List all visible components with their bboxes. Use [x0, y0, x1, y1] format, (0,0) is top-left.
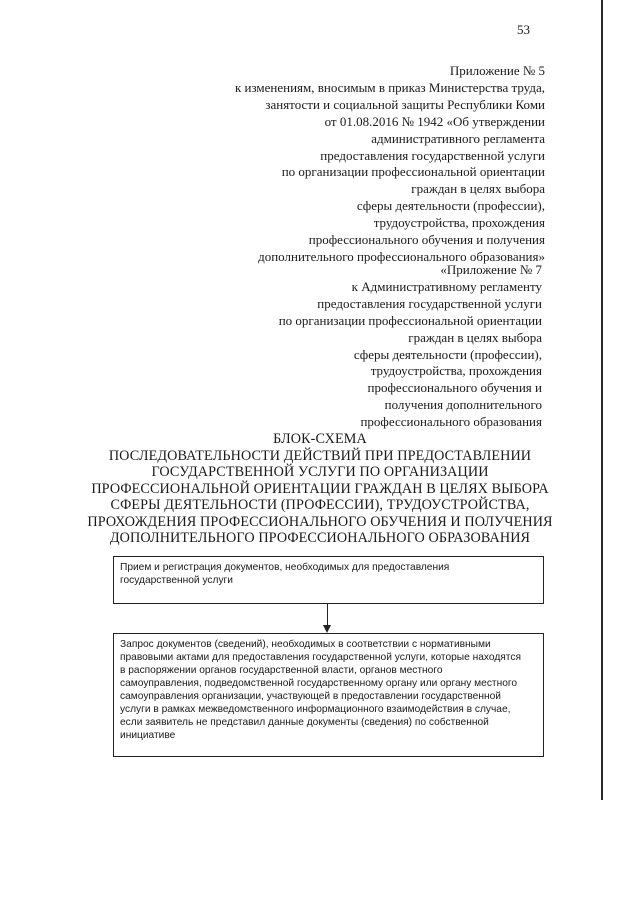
flow-step-2-line: самоуправления организации, участвующей в предоставлении государственной [120, 691, 501, 702]
appendix-5-line: Приложение № 5 [449, 63, 545, 78]
appendix-7-line: трудоустройства, прохождения [370, 363, 542, 379]
heading-line: ДОПОЛНИТЕЛЬНОГО ПРОФЕССИОНАЛЬНОГО ОБРАЗОВАНИЯ [109, 530, 531, 546]
appendix-5-line: трудоустройства, прохождения [373, 215, 545, 231]
flow-arrow-line [327, 604, 328, 626]
appendix-5-line: административного регламента [371, 130, 545, 146]
appendix-5-block [235, 63, 545, 266]
flowchart-heading [80, 431, 560, 547]
appendix-5-line: предоставления государственной услуги [320, 147, 545, 163]
flow-step-2-line: услуги в рамках межведомственного информационного взаимодействия в случае, [120, 704, 511, 715]
appendix-7-line: «Приложение № 7 [440, 262, 542, 277]
appendix-7-line: граждан в целях выбора [408, 329, 542, 345]
flow-arrow-head-icon [323, 625, 331, 633]
appendix-5-line: занятости и социальной защиты Республики Коми [265, 96, 545, 112]
heading-line: ПРОФЕССИОНАЛЬНОЙ ОРИЕНТАЦИИ ГРАЖДАН В ЦЕЛЯХ ВЫБОРА [91, 480, 549, 497]
appendix-5-line: от 01.08.2016 № 1942 «Об утверждении [324, 113, 545, 129]
appendix-5-line: профессионального обучения и получения [308, 232, 545, 248]
appendix-7-line: сферы деятельности (профессии), [353, 346, 542, 362]
appendix-7-block [279, 262, 542, 431]
appendix-7-line: профессионального обучения и [367, 380, 542, 396]
appendix-5-line: дополнительного профессионального образования» [258, 248, 545, 264]
appendix-7-line: к Административному регламенту [351, 278, 542, 294]
flow-step-2-box [113, 633, 544, 757]
appendix-7-line: получения дополнительного [384, 397, 542, 413]
heading-line: БЛОК-СХЕМА [273, 431, 367, 447]
flow-step-2-line: если заявитель не представил данные документы (сведения) по собственной [120, 717, 489, 728]
page-edge-line [601, 0, 603, 800]
flow-step-2-line: Запрос документов (сведений), необходимых в соответствии с нормативными [120, 639, 491, 650]
appendix-5-line: граждан в целях выбора [411, 181, 545, 197]
flow-step-2-line: правовыми актами для предоставления государственной услуги, которые находятся [120, 652, 521, 663]
heading-line: ПОСЛЕДОВАТЕЛЬНОСТИ ДЕЙСТВИЙ ПРИ ПРЕДОСТАВЛЕНИИ [108, 447, 532, 464]
flow-step-2-line: в распоряжении органов государственной власти, органов местного [120, 665, 443, 676]
heading-line: ГОСУДАРСТВЕННОЙ УСЛУГИ ПО ОРГАНИЗАЦИИ [151, 464, 489, 480]
flow-step-1-line: Прием и регистрация документов, необходимых для предоставления [120, 562, 450, 573]
appendix-7-line: профессионального образования [360, 414, 542, 430]
appendix-5-line: по организации профессиональной ориентации [281, 164, 545, 180]
appendix-5-line: к изменениям, вносимым в приказ Министерства труда, [234, 79, 545, 95]
flow-step-2-line: инициативе [120, 730, 176, 741]
appendix-7-line: предоставления государственной услуги [317, 295, 542, 311]
heading-line: СФЕРЫ ДЕЯТЕЛЬНОСТИ (ПРОФЕССИИ), ТРУДОУСТРОЙСТВА, [110, 497, 530, 513]
appendix-7-line: по организации профессиональной ориентации [278, 312, 542, 328]
flow-step-1-line: государственной услуги [120, 575, 233, 586]
appendix-5-line: сферы деятельности (профессии), [356, 198, 545, 214]
page-number: 53 [517, 22, 530, 37]
heading-line: ПРОХОЖДЕНИЯ ПРОФЕССИОНАЛЬНОГО ОБУЧЕНИЯ И ПОЛУЧЕНИЯ [87, 513, 553, 530]
flow-step-2-line: самоуправления, подведомственной государственному органу или органу местного [120, 678, 518, 689]
flow-step-1-box [113, 556, 544, 604]
